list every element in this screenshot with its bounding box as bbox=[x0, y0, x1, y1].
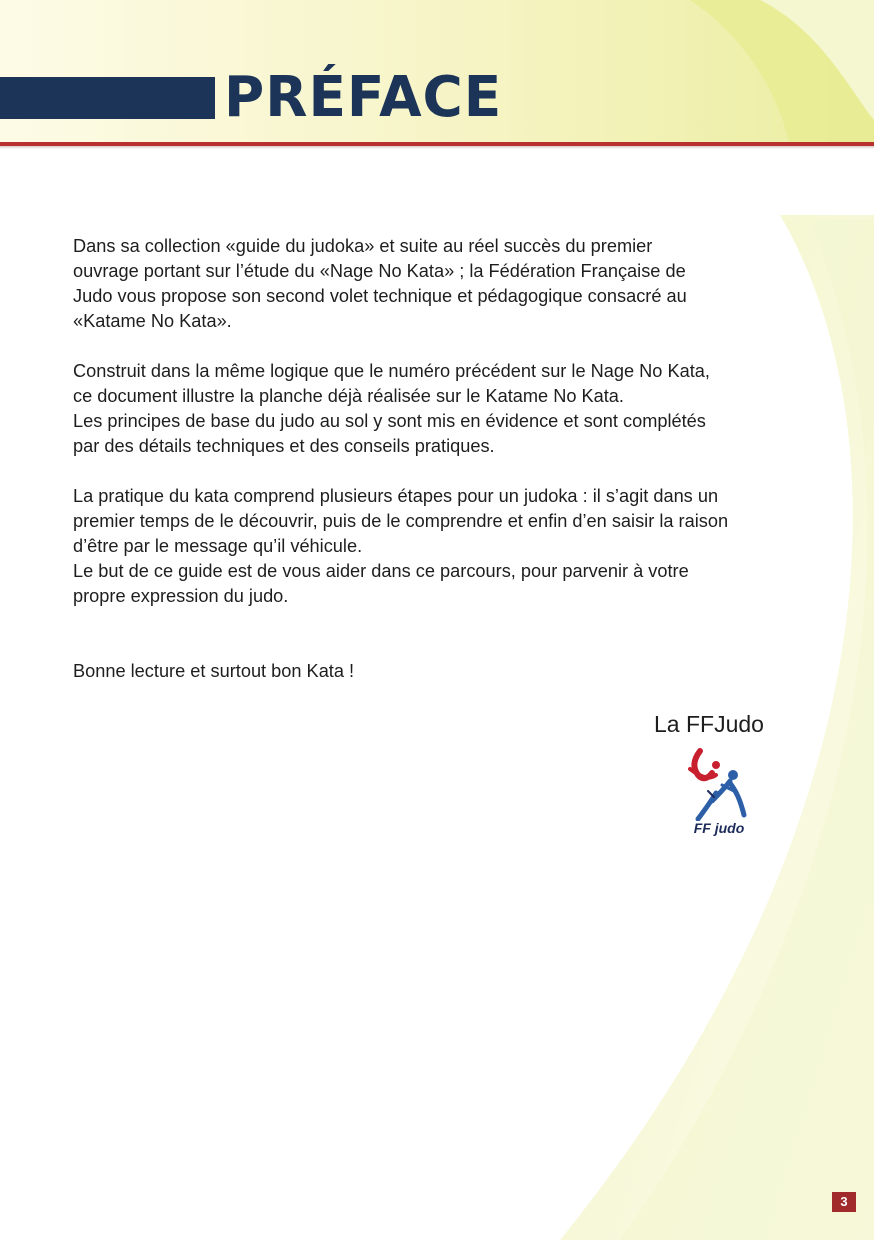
paragraph-line: Les principes de base du judo au sol y sont mis en évidence et sont complétés bbox=[73, 411, 706, 431]
ffjudo-logo bbox=[686, 745, 752, 845]
paragraph-line: «Katame No Kata». bbox=[73, 311, 232, 331]
logo-text: FF judo bbox=[693, 820, 745, 836]
paragraph-3 bbox=[73, 484, 811, 609]
paragraph-line: propre expression du judo. bbox=[73, 586, 289, 606]
header-rule-shadow bbox=[0, 146, 874, 149]
signature: La FFJudo bbox=[654, 711, 764, 737]
paragraph-line: Judo vous propose son second volet technique et pédagogique consacré au bbox=[73, 286, 687, 306]
judoka-icon bbox=[686, 745, 752, 821]
preface-body bbox=[73, 234, 811, 684]
paragraph-line: Construit dans la même logique que le numéro précédent sur le Nage No Kata, bbox=[73, 361, 710, 381]
paragraph-line: La pratique du kata comprend plusieurs étapes pour un judoka : il s’agit dans un bbox=[73, 486, 719, 506]
paragraph-line: Dans sa collection «guide du judoka» et suite au réel succès du premier bbox=[73, 236, 653, 256]
page-number: 3 bbox=[832, 1192, 856, 1212]
paragraph-line: premier temps de le découvrir, puis de le comprendre et enfin d’en saisir la raison bbox=[73, 511, 729, 531]
paragraph-line: ce document illustre la planche déjà réalisée sur le Katame No Kata. bbox=[73, 386, 624, 406]
paragraph-line: Le but de ce guide est de vous aider dans ce parcours, pour parvenir à votre bbox=[73, 561, 689, 581]
paragraph-line: ouvrage portant sur l’étude du «Nage No Kata» ; la Fédération Française de bbox=[73, 261, 686, 281]
page-title: PRÉFACE bbox=[224, 65, 503, 130]
paragraph-line: par des détails techniques et des conseils pratiques. bbox=[73, 436, 495, 456]
paragraph-2 bbox=[73, 359, 811, 459]
paragraph-1 bbox=[73, 234, 811, 334]
header-accent-bar bbox=[0, 77, 215, 119]
paragraph-line: d’être par le message qu’il véhicule. bbox=[73, 536, 363, 556]
closing-line: Bonne lecture et surtout bon Kata ! bbox=[73, 661, 355, 681]
